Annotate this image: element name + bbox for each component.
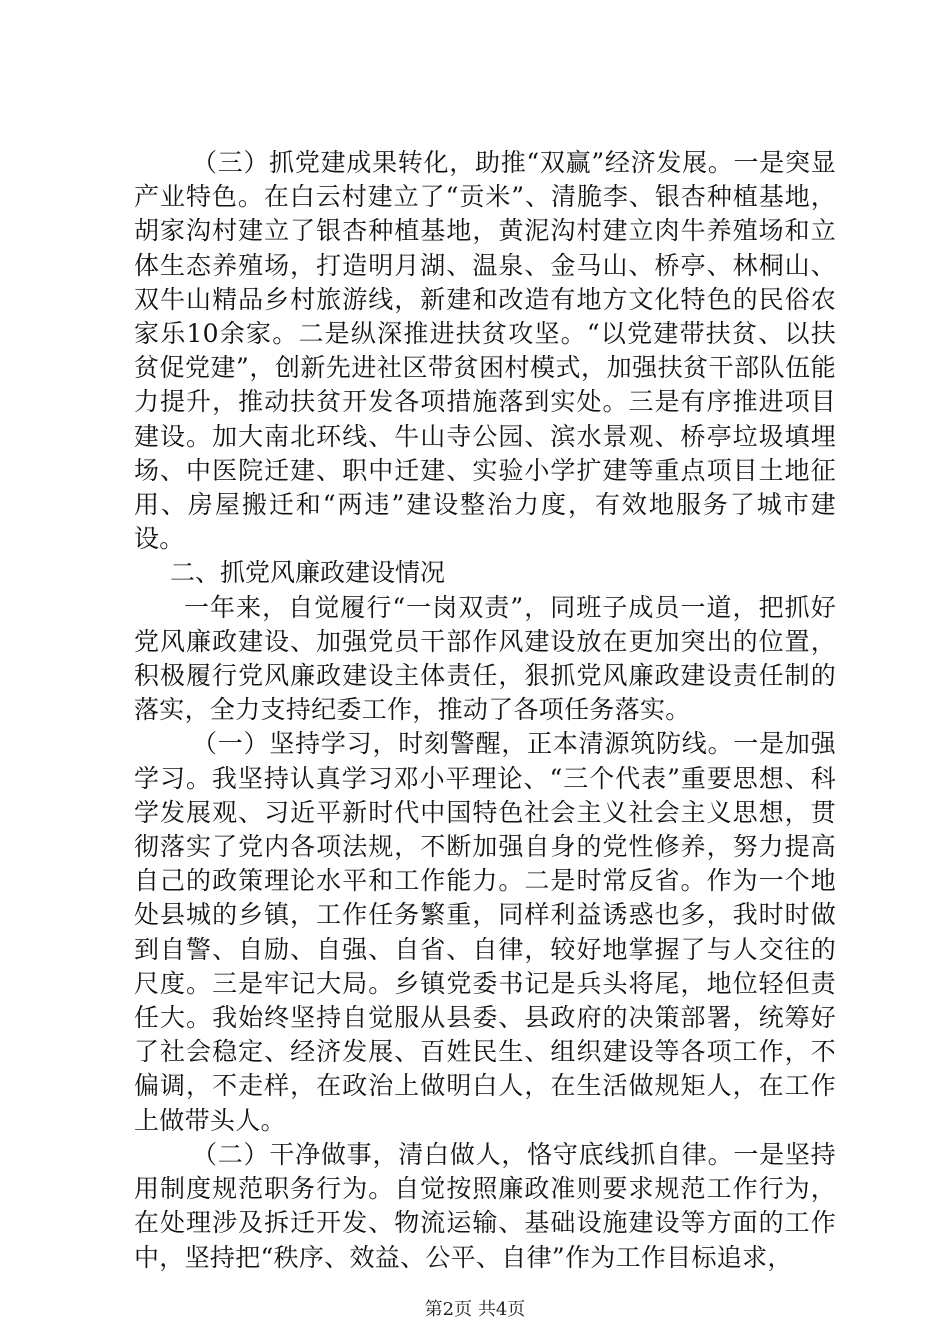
paragraph-study-vigilance: （一）坚持学习，时刻警醒，正本清源筑防线。一是加强学习。我坚持认真学习邓小平理论、“三个代表”重要思想、科学发展观、习近平新时代中国特色社会主义社会主义思想，贯彻落实了党内各项法规，不断加强自身的党性修养，努力提高自己的政策理论水平和工作能力。二是时常反省。作为一个地处县城的乡镇，工作任务繁重，同样利益诱惑也多，我时时做到自警、自励、自强、自省、自律，较好地掌握了与人交往的尺度。三是牢记大局。乡镇党委书记是兵头将尾，地位轻但责任大。我始终坚持自觉服从县委、县政府的决策部署，统筹好了社会稳定、经济发展、百姓民生、组织建设等各项工作，不偏调，不走样，在政治上做明白人，在生活做规矩人，在工作上做带头人。	[134, 729, 836, 1135]
document-body	[134, 146, 836, 1275]
paragraph-party-building-results: （三）抓党建成果转化，助推“双赢”经济发展。一是突显产业特色。在白云村建立了“贡米”、清脆李、银杏种植基地，胡家沟村建立了银杏种植基地，黄泥沟村建立肉牛养殖场和立体生态养殖场，打造明月湖、温泉、金马山、桥亭、林桐山、双牛山精品乡村旅游线，新建和改造有地方文化特色的民俗农家乐10余家。二是纵深推进扶贫攻坚。“以党建带扶贫、以扶贫促党建”，创新先进社区带贫困村模式，加强扶贫干部队伍能力提升，推动扶贫开发各项措施落到实处。三是有序推进项目建设。加大南北环线、牛山寺公园、滨水景观、桥亭垃圾填埋场、中医院迁建、职中迁建、实验小学扩建等重点项目土地征用、房屋搬迁和“两违”建设整治力度，有效地服务了城市建设。	[134, 148, 836, 554]
paragraph-self-discipline: （二）干净做事，清白做人，恪守底线抓自律。一是坚持用制度规范职务行为。自觉按照廉政准则要求规范工作行为，在处理涉及拆迁开发、物流运输、基础设施建设等方面的工作中，坚持把“秩序、效益、公平、自律”作为工作目标追求，	[134, 1139, 836, 1272]
page-number-footer: 第2页 共4页	[424, 1299, 526, 1320]
paragraph-annual-summary: 一年来，自觉履行“一岗双责”，同班子成员一道，把抓好党风廉政建设、加强党员干部作风建设放在更加突出的位置，积极履行党风廉政建设主体责任，狠抓党风廉政建设责任制的落实，全力支持纪委工作，推动了各项任务落实。	[134, 592, 836, 725]
section-heading-integrity: 二、抓党风廉政建设情况	[170, 558, 446, 588]
